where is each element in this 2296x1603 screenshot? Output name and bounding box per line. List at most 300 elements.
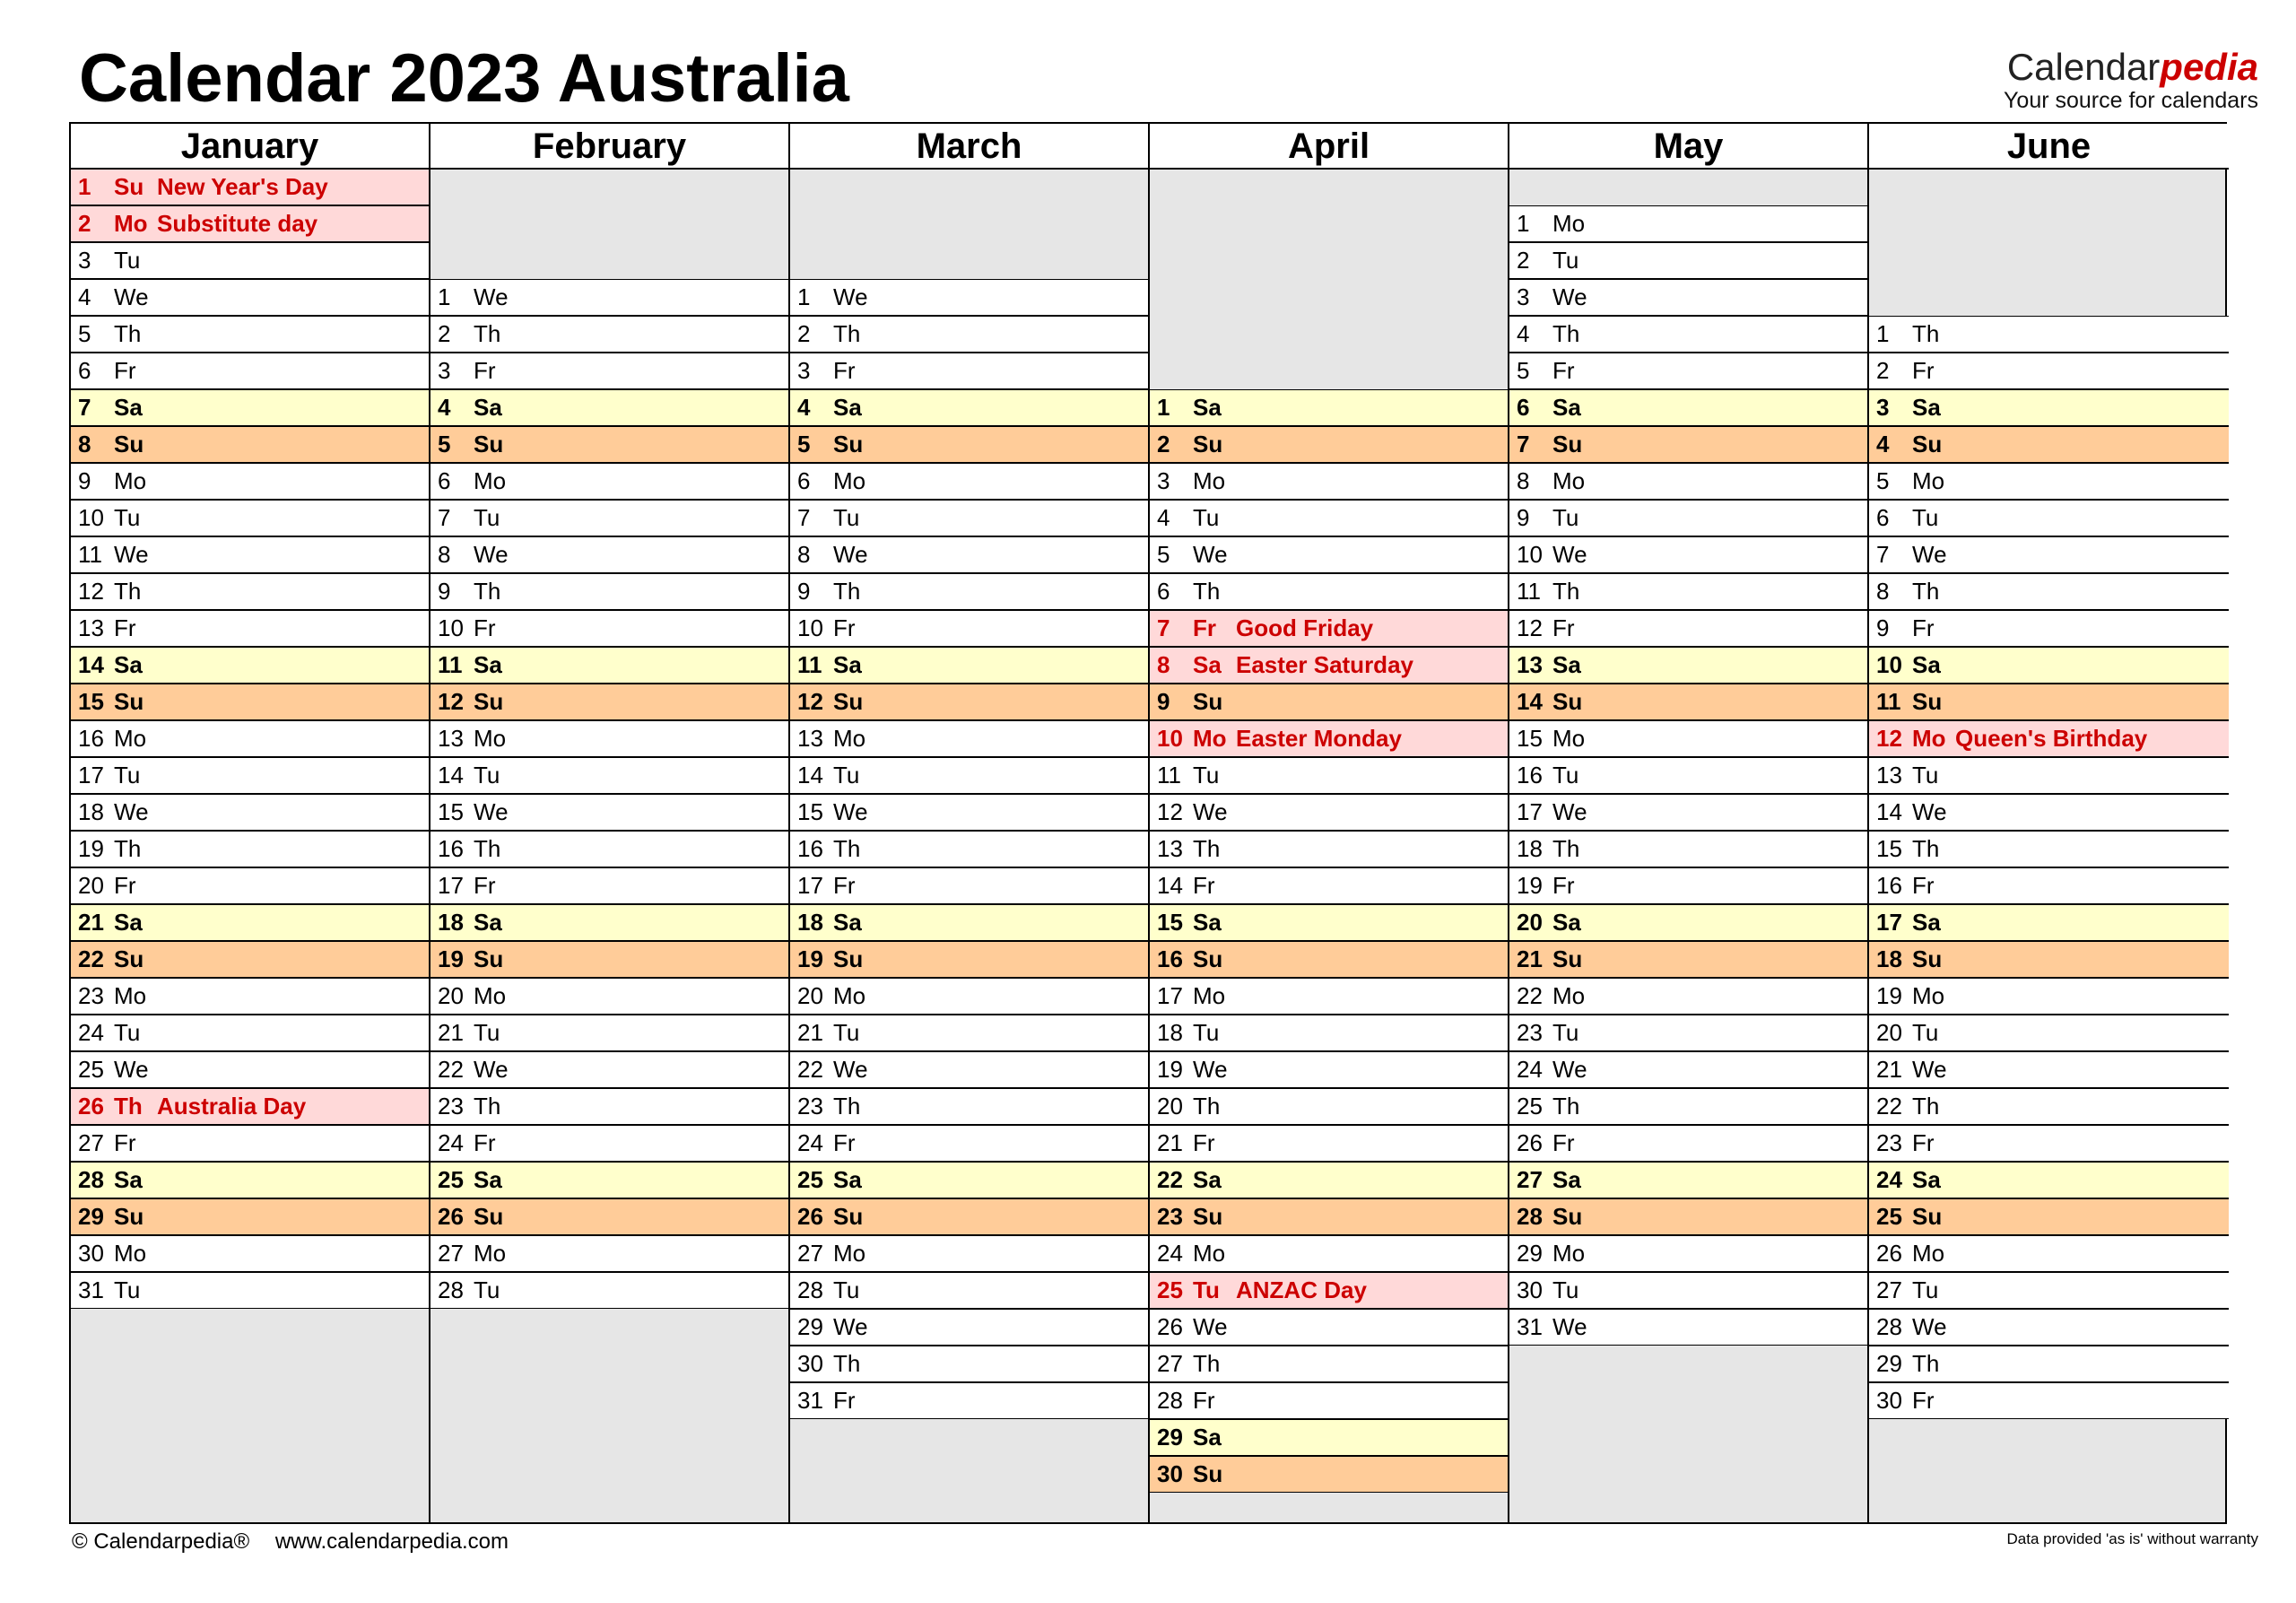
day-number: 23 [1517,1019,1543,1046]
weekday-abbr: Tu [833,1276,860,1303]
day-row [790,978,1148,1015]
day-number: 18 [438,909,464,936]
day-number: 17 [78,762,104,788]
day-row [790,757,1148,794]
day-number: 19 [78,835,104,862]
weekday-abbr: Tu [114,1276,141,1303]
weekday-abbr: Tu [1912,1276,1939,1303]
day-number: 25 [78,1056,104,1083]
day-number: 30 [797,1350,823,1377]
day-row [1509,1272,1867,1309]
weekday-abbr: Su [114,173,144,200]
day-number: 16 [1876,872,1902,899]
weekday-abbr: Su [474,1203,504,1230]
weekday-abbr: We [474,283,509,310]
weekday-abbr: Th [114,320,142,347]
day-number: 13 [1157,835,1183,862]
weekday-abbr: Su [114,431,144,457]
weekday-abbr: Su [114,688,144,715]
day-row [1509,1198,1867,1235]
day-row [430,426,788,463]
day-row [1869,536,2229,573]
weekday-abbr: Sa [114,394,143,421]
day-row [71,1198,429,1235]
weekday-abbr: Tu [1193,504,1220,531]
weekday-abbr: Sa [114,1166,143,1193]
day-row [1869,1346,2229,1382]
weekday-abbr: Th [1552,1093,1580,1119]
day-number: 20 [438,982,464,1009]
day-number: 25 [1876,1203,1902,1230]
day-row [1150,831,1508,867]
day-row [1509,426,1867,463]
day-number: 15 [1517,725,1543,752]
weekday-abbr: Tu [474,1276,500,1303]
day-row [790,279,1148,316]
holiday-row [71,169,429,205]
day-number: 8 [438,541,451,568]
day-row [1869,610,2229,647]
day-row [1150,941,1508,978]
day-row [71,794,429,831]
day-number: 30 [1876,1387,1902,1414]
weekday-abbr: We [474,1056,509,1083]
day-number: 28 [797,1276,823,1303]
weekday-abbr: Mo [833,467,866,494]
weekday-abbr: Tu [114,762,141,788]
day-row [1869,1015,2229,1051]
day-row [1509,573,1867,610]
day-number: 20 [1157,1093,1183,1119]
weekday-abbr: Sa [1552,394,1581,421]
day-row [790,610,1148,647]
day-row [430,463,788,500]
day-row [430,610,788,647]
weekday-abbr: We [114,798,149,825]
day-number: 26 [797,1203,823,1230]
day-number: 5 [438,431,451,457]
month-header: March [790,124,1148,170]
weekday-abbr: Tu [1912,504,1939,531]
day-row [71,757,429,794]
day-number: 7 [1157,614,1170,641]
weekday-abbr: Mo [1193,467,1226,494]
day-row [1509,978,1867,1015]
weekday-abbr: Tu [1552,1276,1579,1303]
weekday-abbr: Su [1193,1460,1223,1487]
weekday-abbr: Sa [833,1166,862,1193]
weekday-abbr: Fr [1552,872,1575,899]
day-number: 12 [1517,614,1543,641]
day-row [1869,463,2229,500]
day-row [430,1125,788,1162]
day-row [71,647,429,684]
day-row [1509,720,1867,757]
day-number: 3 [1876,394,1890,421]
day-number: 8 [1157,651,1170,678]
day-row [1869,794,2229,831]
day-row [1150,1309,1508,1346]
weekday-abbr: Fr [833,614,856,641]
disclaimer-text: Data provided 'as is' without warranty [2006,1530,2258,1547]
day-number: 4 [1157,504,1170,531]
day-number: 17 [438,872,464,899]
weekday-abbr: We [833,1056,868,1083]
day-number: 1 [438,283,451,310]
day-row [1150,1382,1508,1419]
day-row [1150,389,1508,426]
day-number: 24 [1876,1166,1902,1193]
day-row [1869,941,2229,978]
day-row [430,353,788,389]
day-row [1869,684,2229,720]
day-number: 4 [78,283,91,310]
weekday-abbr: Mo [1552,467,1586,494]
day-number: 15 [1876,835,1902,862]
weekday-abbr: Fr [1193,1129,1215,1156]
month-column-january [71,124,430,1522]
day-number: 22 [1517,982,1543,1009]
day-number: 28 [1157,1387,1183,1414]
day-row [430,536,788,573]
day-number: 9 [438,578,451,605]
day-number: 4 [797,394,811,421]
weekday-abbr: We [1552,541,1587,568]
day-number: 24 [797,1129,823,1156]
weekday-abbr: Su [1552,431,1583,457]
website-link[interactable]: www.calendarpedia.com [274,1529,509,1554]
day-number: 11 [1517,578,1541,605]
weekday-abbr: Su [1193,945,1223,972]
day-number: 1 [797,283,811,310]
month-column-april [1150,124,1509,1522]
day-number: 4 [1876,431,1890,457]
day-row [1150,867,1508,904]
weekday-abbr: Th [1193,578,1221,605]
day-number: 12 [78,578,104,605]
day-row [1150,1088,1508,1125]
day-number: 15 [1157,909,1183,936]
day-number: 14 [1876,798,1902,825]
day-number: 23 [1157,1203,1183,1230]
weekday-abbr: Th [114,835,142,862]
month-column-march [790,124,1150,1522]
day-row [1869,831,2229,867]
day-number: 31 [797,1387,823,1414]
day-row [1509,1051,1867,1088]
weekday-abbr: Fr [1912,357,1935,384]
weekday-abbr: Su [1552,1203,1583,1230]
day-number: 5 [1876,467,1890,494]
weekday-abbr: Tu [474,762,500,788]
day-row [71,1162,429,1198]
day-row [1509,353,1867,389]
weekday-abbr: Su [1193,1203,1223,1230]
day-number: 30 [1157,1460,1183,1487]
day-number: 23 [1876,1129,1902,1156]
weekday-abbr: Th [114,578,142,605]
day-number: 1 [1517,210,1530,237]
weekday-abbr: Fr [1193,614,1216,641]
weekday-abbr: Mo [114,1240,147,1267]
day-row [1869,1309,2229,1346]
day-row [790,1088,1148,1125]
day-row [430,831,788,867]
day-row [430,720,788,757]
day-row [1509,242,1867,279]
month-column-may [1509,124,1869,1522]
day-number: 10 [78,504,104,531]
weekday-abbr: Th [1912,578,1940,605]
day-number: 6 [797,467,811,494]
day-row [1150,757,1508,794]
weekday-abbr: Su [833,688,864,715]
day-number: 26 [1157,1313,1183,1340]
weekday-abbr: Sa [474,909,502,936]
day-row [1509,684,1867,720]
holiday-name: New Year's Day [157,173,328,200]
day-row [430,1162,788,1198]
holiday-name: Good Friday [1236,614,1374,641]
day-number: 9 [1517,504,1530,531]
weekday-abbr: Sa [114,651,143,678]
day-row [71,536,429,573]
day-row [790,463,1148,500]
day-row [790,1051,1148,1088]
weekday-abbr: Su [833,945,864,972]
day-row [1150,536,1508,573]
day-number: 26 [1517,1129,1543,1156]
day-number: 8 [1517,467,1530,494]
day-row [430,1235,788,1272]
day-row [790,353,1148,389]
day-number: 20 [797,982,823,1009]
weekday-abbr: Tu [1193,1019,1220,1046]
day-number: 10 [438,614,464,641]
day-row [1509,1088,1867,1125]
day-number: 14 [1517,688,1543,715]
day-number: 15 [438,798,464,825]
day-row [1869,1272,2229,1309]
weekday-abbr: Su [1912,431,1943,457]
weekday-abbr: Sa [1912,1166,1941,1193]
day-row [71,426,429,463]
weekday-abbr: Mo [1912,982,1945,1009]
day-row [1150,1162,1508,1198]
day-number: 8 [1876,578,1890,605]
holiday-name: Australia Day [157,1093,307,1119]
weekday-abbr: Th [833,1093,861,1119]
day-row [71,904,429,941]
day-number: 22 [797,1056,823,1083]
brand-logo [2004,47,2258,113]
day-row [71,831,429,867]
day-row [1150,573,1508,610]
day-number: 31 [78,1276,104,1303]
day-number: 7 [78,394,91,421]
day-row [790,794,1148,831]
weekday-abbr: We [1193,541,1228,568]
day-row [1869,1198,2229,1235]
day-number: 25 [1517,1093,1543,1119]
weekday-abbr: Fr [1912,1129,1935,1156]
day-number: 18 [1876,945,1902,972]
weekday-abbr: Fr [474,357,496,384]
day-number: 18 [1157,1019,1183,1046]
day-number: 10 [1157,725,1183,752]
holiday-name: Easter Monday [1236,725,1402,752]
weekday-abbr: Tu [114,247,141,274]
weekday-abbr: We [1193,1056,1228,1083]
day-number: 24 [1157,1240,1183,1267]
day-number: 7 [1517,431,1530,457]
day-row [1509,536,1867,573]
weekday-abbr: Mo [1552,210,1586,237]
day-number: 8 [797,541,811,568]
weekday-abbr: Sa [833,909,862,936]
weekday-abbr: Fr [1912,1387,1935,1414]
day-row [1869,1382,2229,1419]
weekday-abbr: We [1912,1056,1947,1083]
day-number: 16 [797,835,823,862]
day-number: 29 [78,1203,104,1230]
weekday-abbr: Fr [474,872,496,899]
day-number: 1 [78,173,91,200]
weekday-abbr: Fr [114,614,136,641]
day-number: 7 [438,504,451,531]
weekday-abbr: Mo [1193,982,1226,1009]
day-number: 16 [1157,945,1183,972]
weekday-abbr: Th [474,578,501,605]
holiday-name: Queen's Birthday [1955,725,2148,752]
weekday-abbr: We [833,541,868,568]
day-number: 24 [438,1129,464,1156]
day-number: 19 [797,945,823,972]
day-number: 27 [1157,1350,1183,1377]
holiday-row [1150,720,1508,757]
weekday-abbr: We [833,283,868,310]
weekday-abbr: Fr [1552,614,1575,641]
day-number: 6 [1517,394,1530,421]
weekday-abbr: Su [474,688,504,715]
day-row [790,904,1148,941]
day-row [1150,463,1508,500]
day-number: 7 [797,504,811,531]
weekday-abbr: We [114,1056,149,1083]
day-row [790,831,1148,867]
weekday-abbr: We [1193,798,1228,825]
day-row [430,1015,788,1051]
weekday-abbr: Fr [1912,872,1935,899]
day-row [790,941,1148,978]
day-row [1869,757,2229,794]
day-number: 27 [1517,1166,1543,1193]
day-row [1150,426,1508,463]
day-row [71,1015,429,1051]
day-number: 25 [1157,1276,1183,1303]
weekday-abbr: We [1552,1056,1587,1083]
weekday-abbr: Su [114,1203,144,1230]
day-number: 5 [78,320,91,347]
day-number: 6 [78,357,91,384]
brand-name-plain: Calendar [2006,46,2161,88]
day-number: 14 [797,762,823,788]
weekday-abbr: Th [833,835,861,862]
day-number: 12 [438,688,464,715]
day-number: 11 [78,541,102,568]
weekday-abbr: Fr [1912,614,1935,641]
weekday-abbr: Su [474,945,504,972]
weekday-abbr: We [1552,283,1587,310]
weekday-abbr: We [1912,541,1947,568]
day-row [71,978,429,1015]
day-row [790,867,1148,904]
day-number: 3 [78,247,91,274]
day-number: 4 [438,394,451,421]
weekday-abbr: Mo [114,467,147,494]
day-row [790,1125,1148,1162]
day-row [430,316,788,353]
day-number: 15 [797,798,823,825]
month-header: January [71,124,429,170]
day-number: 26 [438,1203,464,1230]
day-row [71,316,429,353]
day-number: 8 [78,431,91,457]
day-number: 10 [1517,541,1543,568]
day-number: 21 [438,1019,464,1046]
day-row [1869,1235,2229,1272]
weekday-abbr: Sa [1912,394,1941,421]
weekday-abbr: Th [474,835,501,862]
month-header: April [1150,124,1508,170]
day-row [430,389,788,426]
day-row [1509,279,1867,316]
day-number: 7 [1876,541,1890,568]
month-column-february [430,124,790,1522]
day-number: 16 [438,835,464,862]
weekday-abbr: Sa [1193,394,1222,421]
weekday-abbr: Sa [474,651,502,678]
weekday-abbr: Sa [474,394,502,421]
day-row [1150,1235,1508,1272]
day-number: 3 [1157,467,1170,494]
holiday-row [71,1088,429,1125]
day-row [1509,867,1867,904]
day-row [71,1235,429,1272]
day-row [790,316,1148,353]
weekday-abbr: Fr [833,1387,856,1414]
page-title: Calendar 2023 Australia [79,40,849,117]
day-row [790,647,1148,684]
weekday-abbr: Tu [1552,762,1579,788]
day-row [790,684,1148,720]
weekday-abbr: Mo [833,1240,866,1267]
day-number: 12 [1876,725,1902,752]
day-number: 22 [1876,1093,1902,1119]
day-number: 22 [1157,1166,1183,1193]
day-number: 20 [1876,1019,1902,1046]
weekday-abbr: Mo [833,982,866,1009]
day-row [1150,1198,1508,1235]
day-row [1869,426,2229,463]
day-row [1869,573,2229,610]
day-number: 21 [1157,1129,1183,1156]
day-number: 19 [438,945,464,972]
weekday-abbr: Tu [114,504,141,531]
holiday-row [1150,1272,1508,1309]
day-row [1509,389,1867,426]
day-row [430,1272,788,1309]
